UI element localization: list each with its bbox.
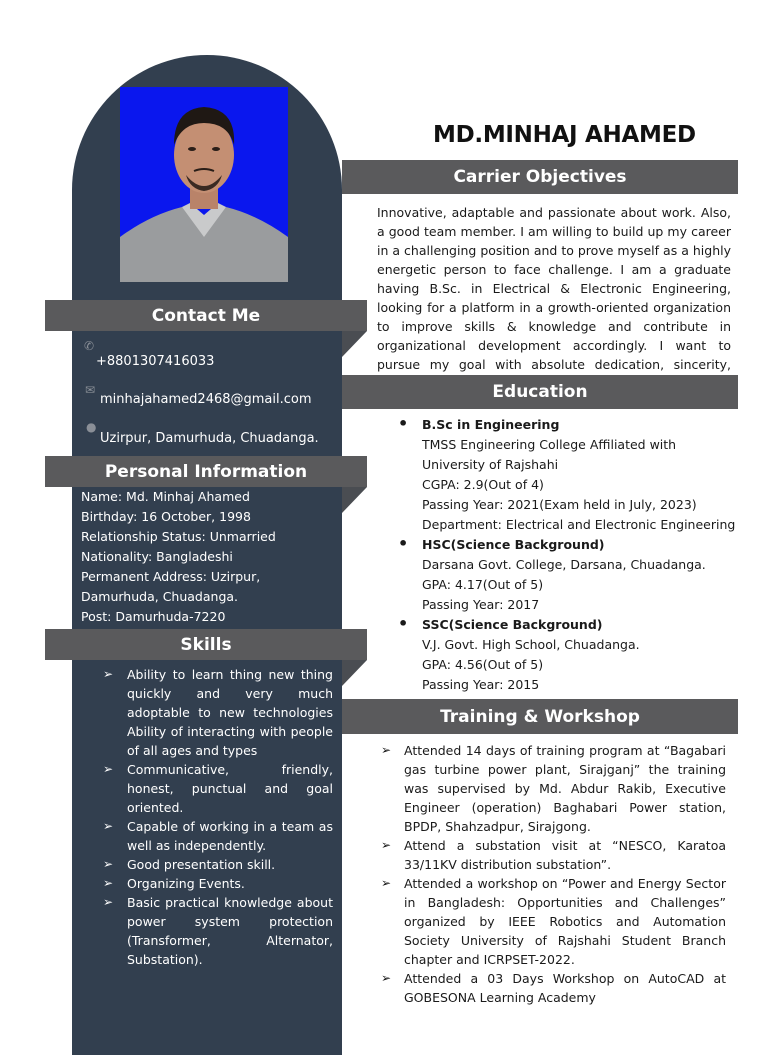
personal-heading — [45, 456, 367, 487]
skill-item: ➢ Basic practical knowledge about power system protection (Transformer, Alternator, Substation). — [103, 893, 333, 969]
education-line: CGPA: 2.9(Out of 4) — [422, 477, 544, 492]
education-list — [398, 415, 738, 695]
profile-photo-illustration — [120, 87, 288, 282]
contact-heading-label: Contact Me — [151, 305, 261, 326]
email-icon: ✉ — [85, 383, 96, 397]
skill-item: ➢ Communicative, friendly, honest, punctual and goal oriented. — [103, 760, 333, 817]
education-line: University of Rajshahi — [422, 457, 559, 472]
education-line: Darsana Govt. College, Darsana, Chuadanga. — [422, 557, 706, 572]
personal-relationship: Relationship Status: Unmarried — [81, 529, 276, 544]
objectives-text: Innovative, adaptable and passionate about work. Also, a good team member. I am willing to build up my career in a challenging position and to prove myself as a highly energetic person to face challenge. I am a graduate having B.Sc. in Electrical & Electronic Engineering, looking for a platform in a growth-oriented organization to improve skills & knowledge and contribute in organizational development accordingly. I want to pursue my goal with absolute dedication, sincerity, — [377, 205, 731, 372]
education-heading — [342, 375, 738, 409]
education-line: Passing Year: 2021(Exam held in July, 2023) — [422, 497, 697, 512]
skills-list — [103, 665, 333, 969]
profile-photo — [120, 87, 288, 282]
personal-heading-label: Personal Information — [104, 461, 308, 482]
personal-birthday: Birthday: 16 October, 1998 — [81, 509, 251, 524]
candidate-name: MD.MINHAJ AHAMED — [433, 122, 696, 148]
skill-item: ➢ Organizing Events. — [103, 874, 333, 893]
skills-banner-fold — [342, 660, 367, 686]
skill-item: ➢ Capable of working in a team as well as independently. — [103, 817, 333, 855]
training-item: ➢ Attended a workshop on “Power and Energy Sector in Bangladesh: Opportunities and Challenges” organized by IEEE Robotics and Automation Society University of Rajshahi Student Branch chapter and ICRPSET-2022. — [381, 874, 726, 969]
education-line: V.J. Govt. High School, Chuadanga. — [422, 637, 640, 652]
personal-address-line-2: Damurhuda, Chuadanga. — [81, 589, 239, 604]
degree-title: • SSC(Science Background) — [398, 615, 738, 635]
education-item — [398, 415, 738, 535]
contact-heading — [45, 300, 367, 331]
personal-nationality: Nationality: Bangladeshi — [81, 549, 233, 564]
education-item — [398, 615, 738, 695]
education-line: Department: Electrical and Electronic Engineering — [422, 517, 736, 532]
education-item — [398, 535, 738, 615]
skill-item: ➢ Good presentation skill. — [103, 855, 333, 874]
contact-phone: +8801307416033 — [96, 354, 215, 369]
location-icon: ● — [86, 420, 97, 434]
education-line: GPA: 4.56(Out of 5) — [422, 657, 544, 672]
skills-heading — [45, 629, 367, 660]
phone-icon: ✆ — [84, 339, 95, 353]
skills-heading-label: Skills — [180, 634, 232, 655]
education-line: Passing Year: 2017 — [422, 597, 540, 612]
objectives-heading-label: Carrier Objectives — [453, 167, 627, 187]
training-item: ➢ Attended 14 days of training program at “Bagabari gas turbine power plant, Sirajganj” the training was supervised by Md. Abdur Rakib, Executive Engineer (operation) Baghabari Power station, BPDP, Shahzadpur, Sirajgong. — [381, 741, 726, 836]
degree-title: • HSC(Science Background) — [398, 535, 738, 555]
skill-item: ➢ Ability to learn thing new thing quickly and very much adoptable to new technologies Ability of interacting with people of all ages and types — [103, 665, 333, 760]
contact-email: minhajahamed2468@gmail.com — [100, 392, 312, 407]
training-item: ➢ Attend a substation visit at “NESCO, Karatoa 33/11KV distribution substation”. — [381, 836, 726, 874]
training-item: ➢ Attended a 03 Days Workshop on AutoCAD at GOBESONA Learning Academy — [381, 969, 726, 1007]
objectives-heading — [342, 160, 738, 194]
training-heading — [342, 699, 738, 734]
personal-info-list — [81, 487, 341, 627]
contact-banner-fold — [342, 331, 367, 357]
training-heading-label: Training & Workshop — [440, 706, 640, 727]
personal-name: Name: Md. Minhaj Ahamed — [81, 489, 250, 504]
education-line: TMSS Engineering College Affiliated with — [422, 437, 677, 452]
education-line: Passing Year: 2015 — [422, 677, 540, 692]
personal-post: Post: Damurhuda-7220 — [81, 609, 226, 624]
training-list — [381, 741, 726, 1007]
contact-address: Uzirpur, Damurhuda, Chuadanga. — [100, 431, 319, 446]
education-heading-label: Education — [492, 382, 588, 402]
education-line: GPA: 4.17(Out of 5) — [422, 577, 544, 592]
personal-address-line-1: Permanent Address: Uzirpur, — [81, 569, 261, 584]
personal-banner-fold — [342, 487, 367, 513]
degree-title: • B.Sc in Engineering — [398, 415, 738, 435]
